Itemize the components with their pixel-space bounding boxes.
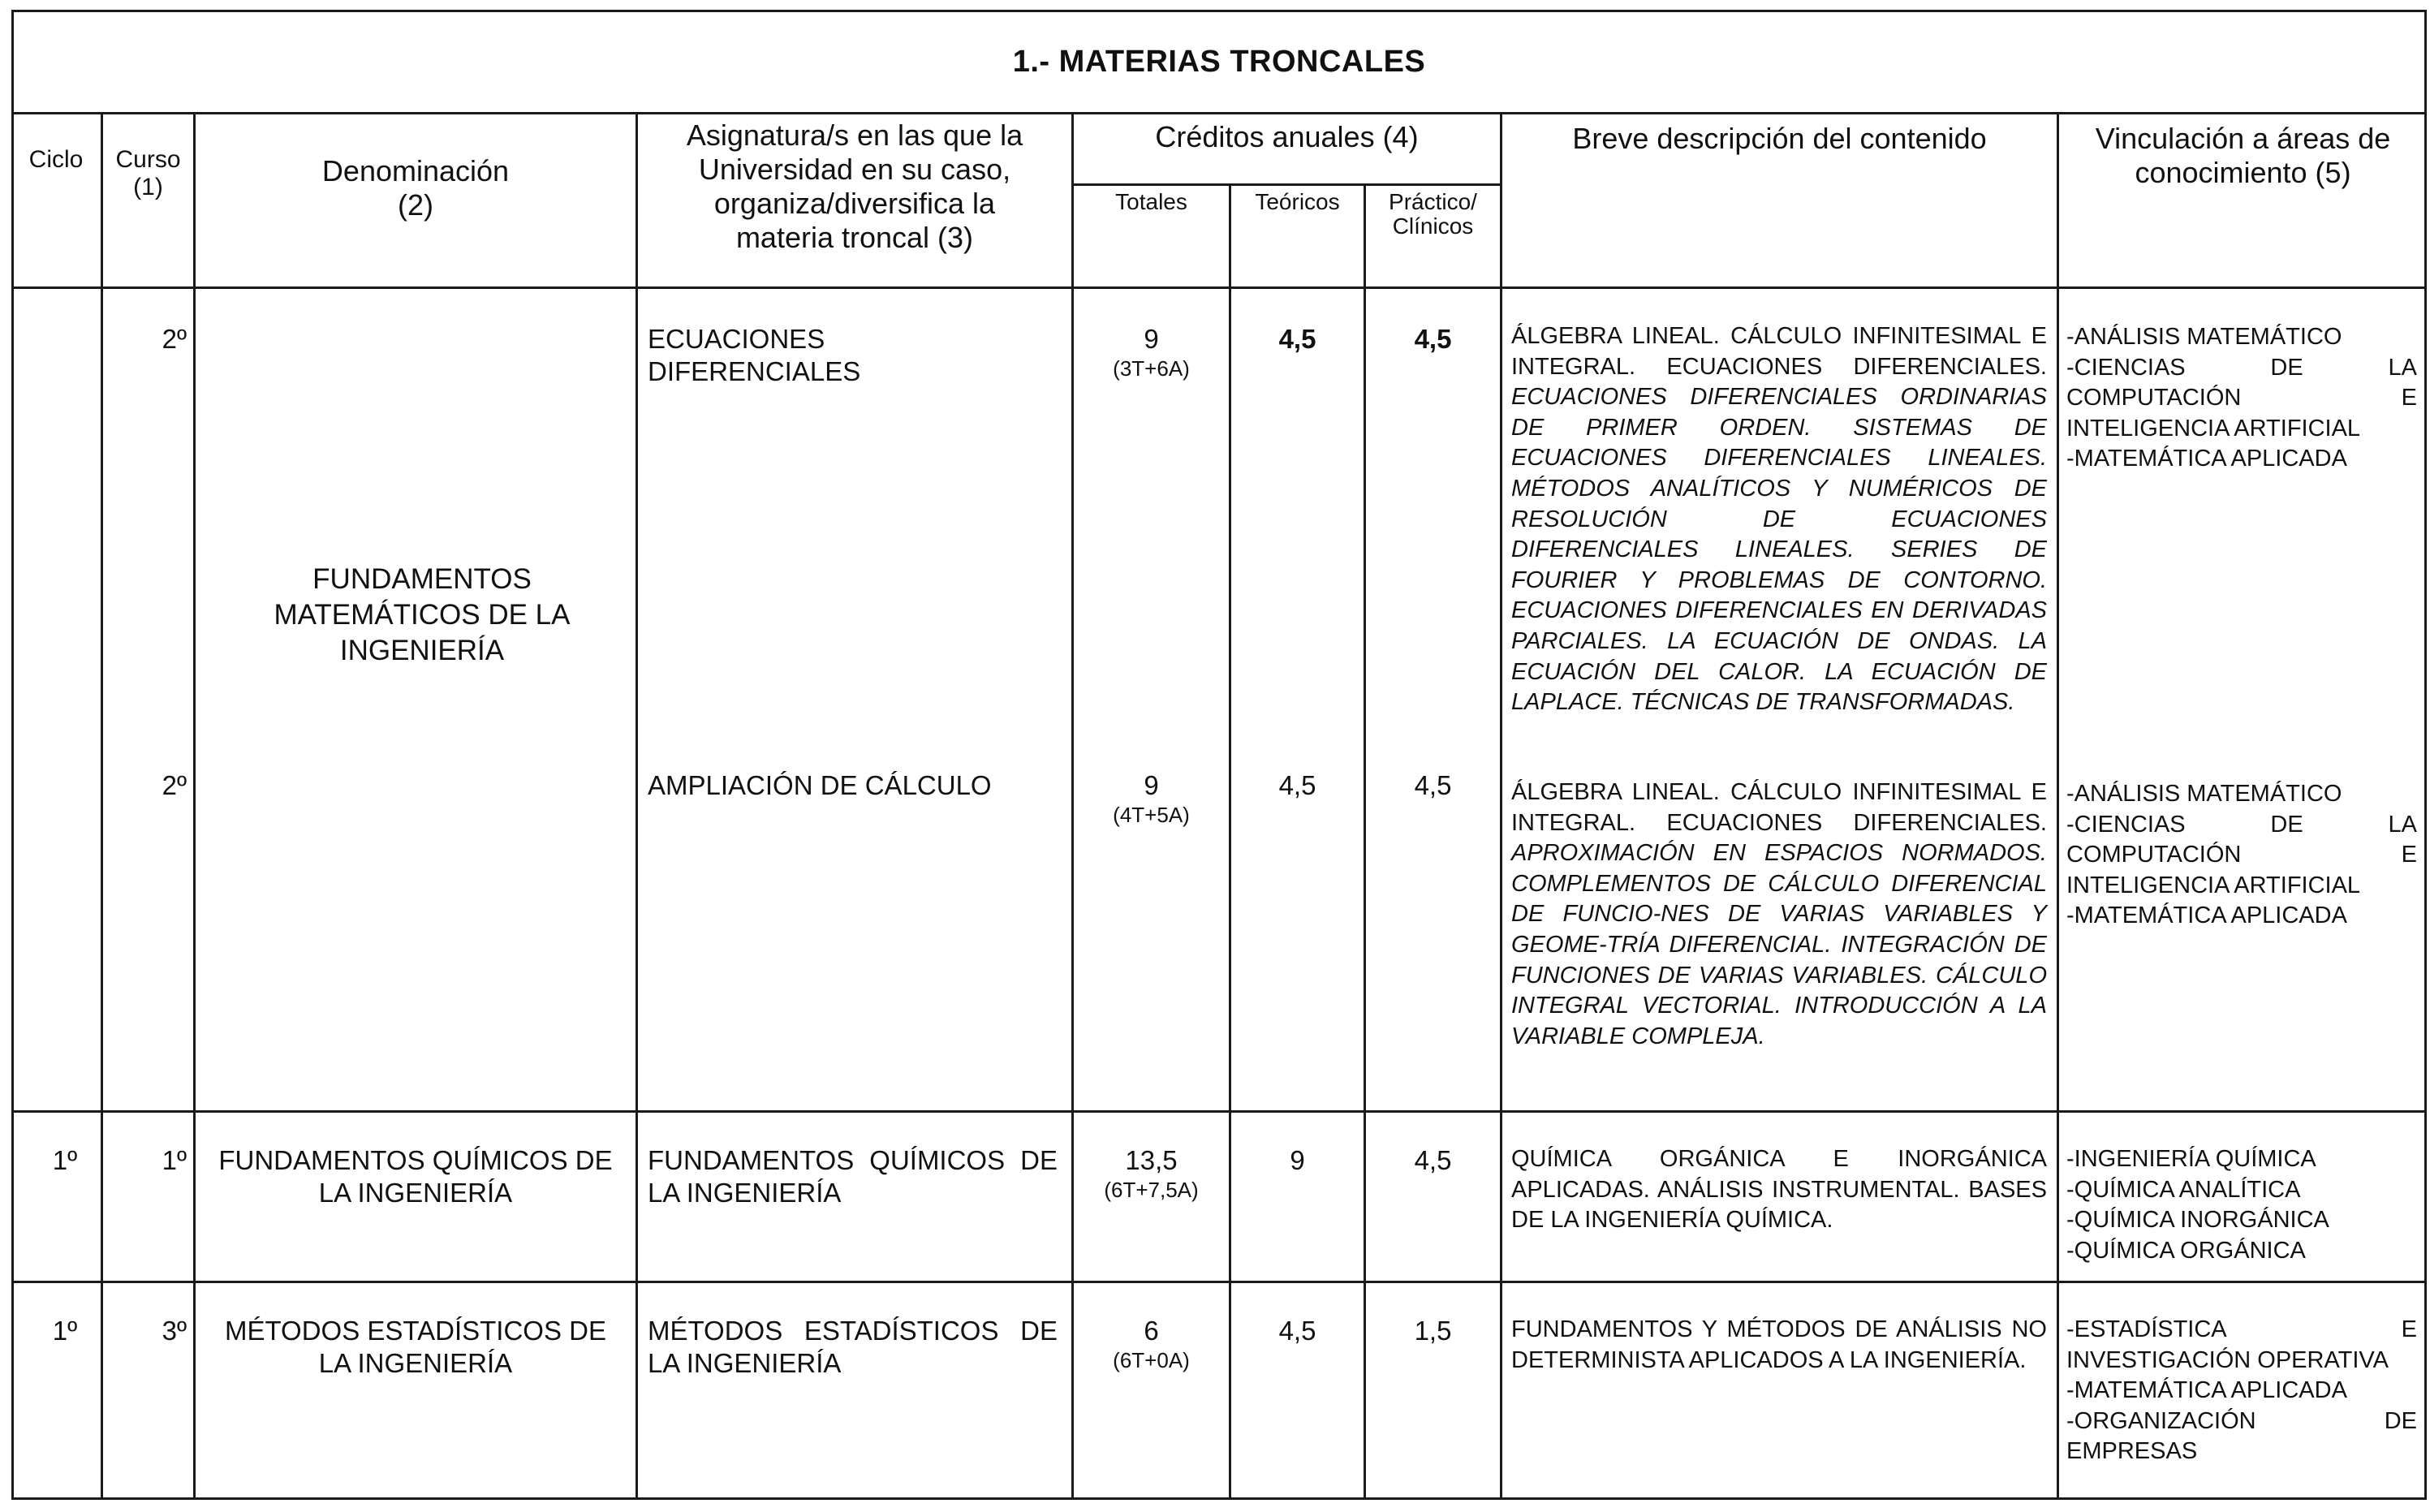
col-divider-teoricos [1364,183,1366,1500]
teoricos-value: 4,5 [1278,324,1316,354]
areas-list [2066,1144,2417,1266]
header-practicos: Práctico/ Clínicos [1389,189,1477,239]
totales-value: 9 (4T+5A) [1113,770,1190,827]
header-descripcion: Breve descripción del contenido [1572,122,1987,155]
header-teoricos: Teóricos [1255,189,1340,214]
header-bottom-divider [11,286,2427,289]
area-item: -MATEMÁTICA APLICADA [2066,1377,2347,1404]
header-denominacion: Denominación (2) [321,154,510,222]
col-divider-ciclo [101,112,103,1500]
ciclo-value: 1º [52,1145,78,1175]
area-item: -ESTADÍSTICA E INVESTIGACIÓN OPERATIVA [2066,1316,2417,1373]
ciclo-value: 1º [52,1316,78,1346]
practicos-value: 1,5 [1414,1316,1452,1346]
area-item: -QUÍMICA ORGÁNICA [2066,1237,2306,1264]
header-ciclo: Ciclo [28,146,84,173]
practicos-value: 4,5 [1414,770,1452,800]
description-text [1511,321,2047,718]
asignatura-name: FUNDAMENTOS QUÍMICOS DE LA INGENIERÍA [648,1145,1058,1208]
curso-value: 1º [162,1145,187,1175]
area-item: -CIENCIAS DE LA COMPUTACIÓN E INTELIGENCIA ARTIFICIAL [2066,354,2417,442]
description-text [1511,1144,2047,1236]
area-item: -MATEMÁTICA APLICADA [2066,902,2347,929]
col-divider-denominacion [636,112,638,1500]
header-creditos: Créditos anuales (4) [1155,120,1419,153]
area-item: -ORGANIZACIÓN DE EMPRESAS [2066,1407,2417,1465]
area-item: -MATEMÁTICA APLICADA [2066,446,2347,472]
row-divider-2 [11,1281,2427,1283]
totales-value: 13,5 (6T+7,5A) [1104,1145,1199,1202]
header-totales: Totales [1115,189,1187,214]
asignatura-name: MÉTODOS ESTADÍSTICOS DE LA INGENIERÍA [648,1316,1058,1378]
areas-list [2066,322,2417,475]
teoricos-value: 4,5 [1278,1316,1316,1346]
header-asignaturas: Asignatura/s en las que la Universidad en su caso, organiza/diversifica la materia troncal (3) [686,118,1023,254]
denominacion-metodos-estadisticos: MÉTODOS ESTADÍSTICOS DE LA INGENIERÍA [224,1316,606,1378]
row-divider-1 [11,1110,2427,1113]
page-title: 1.- MATERIAS TRONCALES [1012,44,1426,79]
area-item: -CIENCIAS DE LA COMPUTACIÓN E INTELIGENCIA ARTIFICIAL [2066,811,2417,898]
teoricos-value: 9 [1290,1145,1305,1175]
col-divider-curso [193,112,196,1500]
area-item: -ANÁLISIS MATEMÁTICO [2066,781,2342,807]
col-divider-totales [1229,183,1231,1500]
description-detail: APROXIMACIÓN EN ESPACIOS NORMADOS. COMPLEMENTOS DE CÁLCULO DIFERENCIAL DE FUNCIO-NES DE VARIAS VARIABLES Y GEOME-TRÍA DIFERENCIAL. INTEGRACIÓN DE FUNCIONES DE VARIAS VARIABLES. CÁLCULO INTEGRAL VECTORIAL. INTRODUCCIÓN A LA VARIABLE COMPLEJA. [1511,840,2047,1049]
creditos-subheader-divider [1071,183,1500,186]
practicos-value: 4,5 [1414,1145,1452,1175]
col-divider-practicos [1500,112,1502,1500]
curso-value: 2º [162,770,187,800]
denominacion-fundamentos-quimicos: FUNDAMENTOS QUÍMICOS DE LA INGENIERÍA [218,1145,613,1208]
description-lead: FUNDAMENTOS Y MÉTODOS DE ANÁLISIS NO DETERMINISTA APLICADOS A LA INGENIERÍA. [1511,1316,2047,1373]
area-item: -QUÍMICA INORGÁNICA [2066,1207,2329,1234]
description-lead: QUÍMICA ORGÁNICA E INORGÁNICA APLICADAS. ANÁLISIS INSTRUMENTAL. BASES DE LA INGENIERÍA QUÍMICA. [1511,1146,2047,1234]
totales-value: 6 (6T+0A) [1113,1316,1190,1372]
areas-list [2066,1315,2417,1467]
title-divider [11,112,2427,114]
area-item: -QUÍMICA ANALÍTICA [2066,1176,2301,1203]
denominacion-fundamentos-matematicos: FUNDAMENTOS MATEMÁTICOS DE LA INGENIERÍA [274,563,571,666]
asignatura-name: ECUACIONES DIFERENCIALES [648,324,861,386]
teoricos-value: 4,5 [1278,770,1316,800]
description-text [1511,778,2047,1052]
practicos-value: 4,5 [1414,324,1452,354]
areas-list [2066,779,2417,932]
header-vinculacion: Vinculación a áreas de conocimiento (5) [2095,122,2391,189]
description-lead: ÁLGEBRA LINEAL. CÁLCULO INFINITESIMAL E INTEGRAL. ECUACIONES DIFERENCIALES. [1511,779,2047,836]
table-frame [11,10,2427,1500]
description-lead: ÁLGEBRA LINEAL. CÁLCULO INFINITESIMAL E INTEGRAL. ECUACIONES DIFERENCIALES. [1511,323,2047,380]
curso-value: 2º [162,324,187,354]
description-text [1511,1315,2047,1376]
asignatura-name: AMPLIACIÓN DE CÁLCULO [648,770,992,800]
area-item: -ANÁLISIS MATEMÁTICO [2066,324,2342,350]
totales-value: 9 (3T+6A) [1113,324,1190,381]
curso-value: 3º [162,1316,187,1346]
col-divider-descripcion [2057,112,2059,1500]
description-detail: ECUACIONES DIFERENCIALES ORDINARIAS DE PRIMER ORDEN. SISTEMAS DE ECUACIONES DIFERENCIALES LINEALES. MÉTODOS ANALÍTICOS Y NUMÉRICOS DE RESOLUCIÓN DE ECUACIONES DIFERENCIALES LINEALES. SERIES DE FOURIER Y PROBLEMAS DE CONTORNO. ECUACIONES DIFERENCIALES EN DERIVADAS PARCIALES. LA ECUACIÓN DE ONDAS. LA ECUACIÓN DEL CALOR. LA ECUACIÓN DE LAPLACE. TÉCNICAS DE TRANSFORMADAS. [1511,384,2047,716]
area-item: -INGENIERÍA QUÍMICA [2066,1146,2316,1172]
header-curso: Curso (1) [115,146,181,200]
